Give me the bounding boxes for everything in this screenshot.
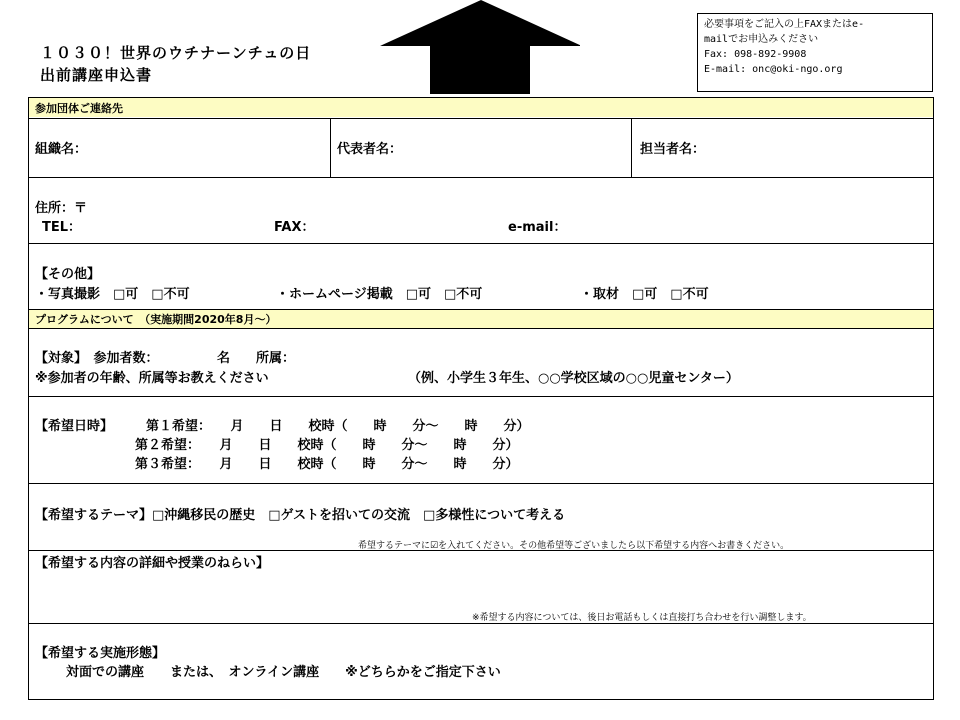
homepage-permission-checkboxes[interactable]: ・ホームページ掲載 □可 □不可 [276, 287, 483, 302]
format-options[interactable]: 対面での講座 または、 オンライン講座 ※どちらかをご指定下さい [66, 665, 501, 680]
email-field[interactable]: e-mail： [508, 220, 567, 235]
theme-checkboxes[interactable]: 【希望するテーマ】□沖縄移民の歴史 □ゲストを招いての交流 □多様性について考える [35, 508, 566, 523]
preferred-date-1[interactable]: 第１希望： 月 日 校時（ 時 分～ 時 分） [146, 419, 530, 434]
other-header: 【その他】 [35, 267, 101, 282]
tel-field[interactable]: TEL： [42, 220, 82, 235]
section1-header: 参加団体ご連絡先 [35, 102, 123, 115]
theme-note: 希望するテーマに☑を入れてください。その他希望等ございましたら以下希望する内容へお書きください。 [358, 541, 790, 551]
content-details-field[interactable]: 【希望する内容の詳細や授業のねらい】 [35, 556, 270, 571]
org-name-field[interactable]: 組織名： [35, 142, 88, 157]
section2-header: プログラムについて （実施期間2020年8月～） [35, 313, 277, 326]
form-subtitle: 出前講座申込書 [40, 66, 153, 84]
target-note: ※参加者の年齢、所属等お教えください [35, 371, 269, 386]
person-in-charge-field[interactable]: 担当者名： [640, 142, 706, 157]
preferred-date-3[interactable]: 第３希望： 月 日 校時（ 時 分～ 時 分） [135, 457, 519, 472]
contact-line2: mailでお申込みください [704, 34, 819, 45]
contact-fax: Fax: 098-892-9908 [704, 49, 807, 60]
photo-permission-checkboxes[interactable]: ・写真撮影 □可 □不可 [35, 287, 190, 302]
format-header: 【希望する実施形態】 [35, 646, 166, 661]
form-title: １０３０！世界のウチナーンチュの日 [40, 44, 312, 62]
fax-field[interactable]: FAX： [274, 220, 315, 235]
address-field[interactable]: 住所：〒 [35, 201, 88, 216]
preferred-date-2[interactable]: 第２希望： 月 日 校時（ 時 分～ 時 分） [135, 438, 519, 453]
contact-line1: 必要事項をご記入の上FAXまたはe- [704, 19, 865, 30]
representative-field[interactable]: 代表者名： [337, 142, 403, 157]
interview-permission-checkboxes[interactable]: ・取材 □可 □不可 [580, 287, 709, 302]
up-arrow-icon [380, 0, 580, 94]
contact-email: E-mail: onc@oki-ngo.org [704, 64, 843, 75]
target-example: （例、小学生３年生、○○学校区域の○○児童センター） [408, 371, 739, 386]
target-participants-field[interactable]: 【対象】 参加者数： 名 所属： [35, 351, 296, 366]
preferred-date-header: 【希望日時】 [35, 419, 114, 434]
contact-info-box [697, 13, 933, 92]
content-note: ※希望する内容については、後日お電話もしくは直接打ち合わせを行い調整します。 [472, 613, 812, 623]
